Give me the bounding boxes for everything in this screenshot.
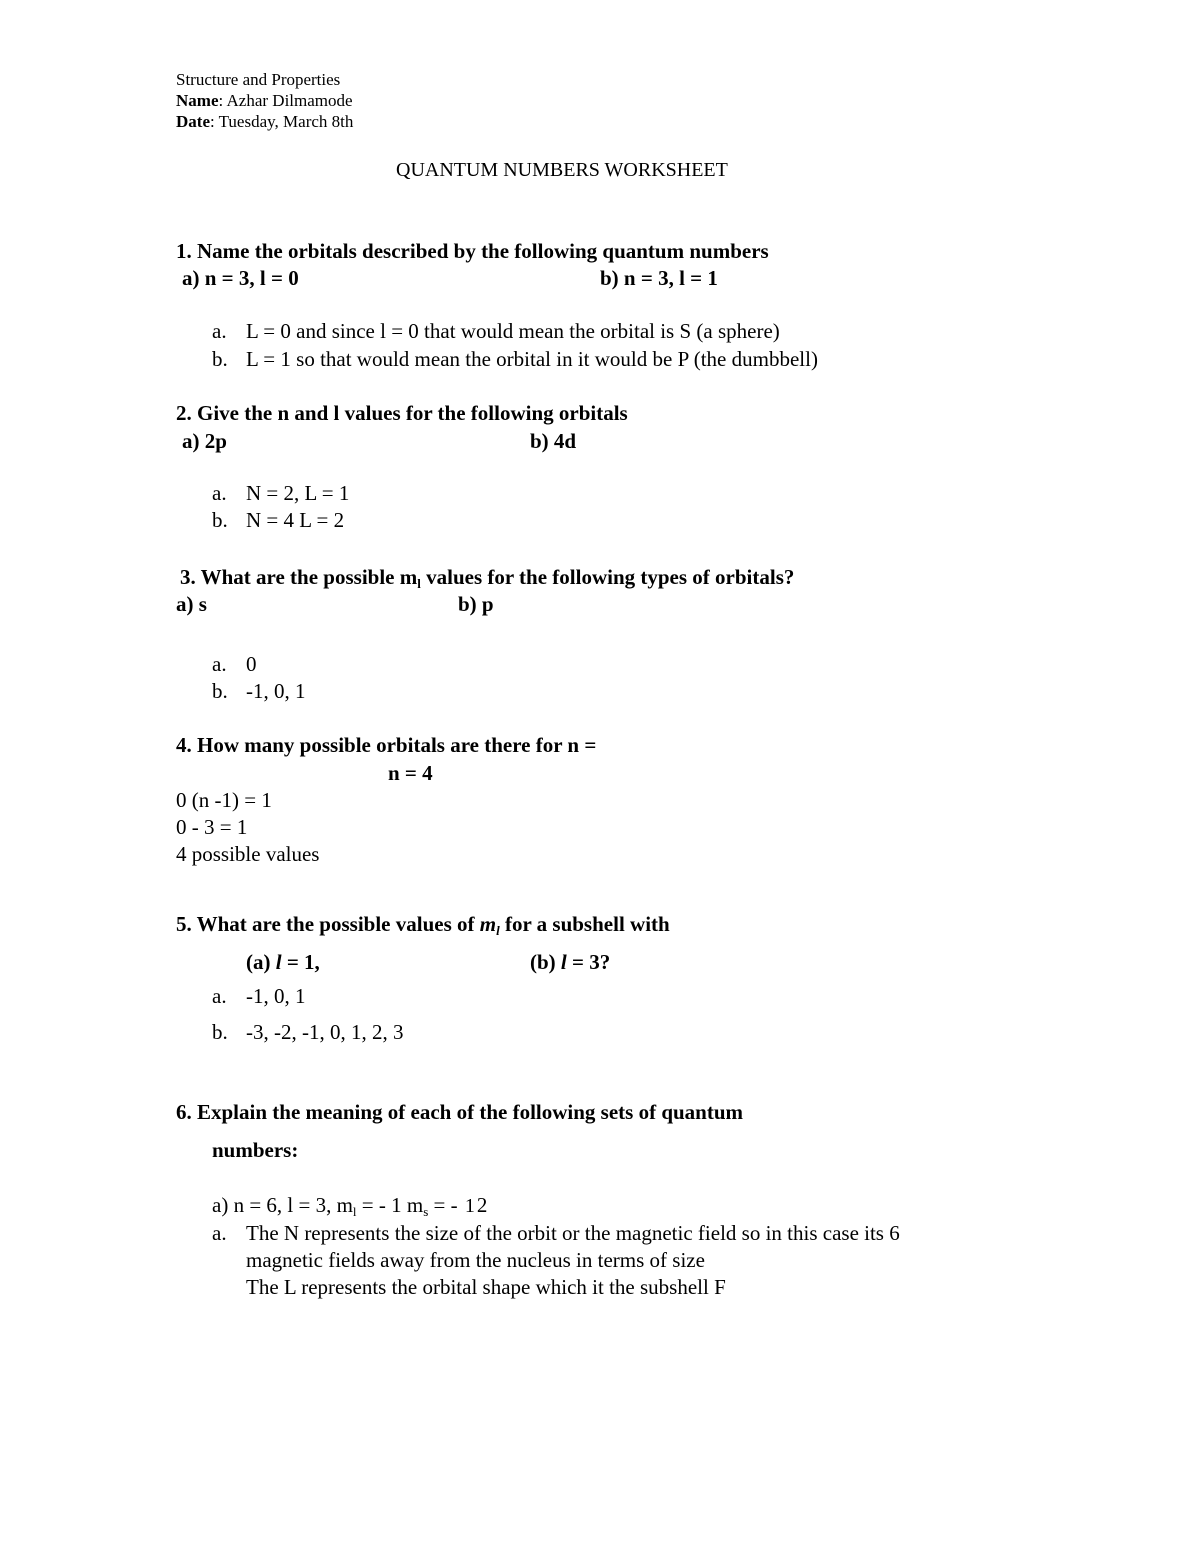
q4-question: 4. How many possible orbitals are there for n = xyxy=(176,733,597,757)
answer-text: N = 2, L = 1 xyxy=(246,481,350,505)
part-label: (b) xyxy=(530,950,561,974)
q5-part-a xyxy=(246,950,320,975)
list-marker: a. xyxy=(212,481,227,505)
part-value: = 1, xyxy=(281,950,320,974)
answer-text: -1, 0, 1 xyxy=(246,679,306,703)
q2-answer-a xyxy=(212,481,349,506)
course-title: Structure and Properties xyxy=(176,70,341,89)
list-marker: b. xyxy=(212,347,228,371)
worksheet-date xyxy=(176,111,353,132)
q5-question-text-end: for a subshell with xyxy=(499,912,670,936)
l-symbol: l xyxy=(560,950,567,974)
answer-text: L = 1 so that would mean the orbital in it would be P (the dumbbell) xyxy=(246,347,818,371)
q6-question: 6. Explain the meaning of each of the following sets of quantum xyxy=(176,1100,744,1124)
page-title: QUANTUM NUMBERS WORKSHEET xyxy=(396,159,728,181)
q3-question-text-end: values for the following types of orbitals? xyxy=(420,565,795,589)
q6-answer-line-3: The L represents the orbital shape which it the subshell F xyxy=(246,1275,726,1299)
part-value: = 3? xyxy=(566,950,611,974)
q6-answer xyxy=(212,1221,900,1246)
q4-line-2: 0 - 3 = 1 xyxy=(176,815,248,839)
q5-question xyxy=(176,912,670,937)
fraction-numerator: 1 xyxy=(464,1195,475,1217)
answer-text: -3, -2, -1, 0, 1, 2, 3 xyxy=(246,1020,404,1044)
answer-text: 0 xyxy=(246,652,257,676)
q4-line-3: 4 possible values xyxy=(176,842,320,866)
name-label: Name xyxy=(176,91,219,110)
q5-answer-b xyxy=(212,1020,403,1045)
q5-answer-a xyxy=(212,984,306,1009)
list-marker: b. xyxy=(212,679,228,703)
q4-part: n = 4 xyxy=(388,761,433,785)
date-label: Date xyxy=(176,112,210,131)
q3-question-text: 3. What are the possible m xyxy=(180,565,418,589)
q1-answer-b xyxy=(212,347,818,372)
set-text: a) n = 6, l = 3, m xyxy=(212,1193,353,1217)
answer-text: -1, 0, 1 xyxy=(246,984,306,1008)
q6-quantum-set xyxy=(212,1193,487,1218)
q4-line-1: 0 (n -1) = 1 xyxy=(176,788,272,812)
q3-part-a: a) s xyxy=(176,592,207,616)
q3-answer-a xyxy=(212,652,257,677)
q2-question: 2. Give the n and l values for the following orbitals xyxy=(176,401,628,425)
name-value: : Azhar Dilmamode xyxy=(218,91,353,110)
list-marker: a. xyxy=(212,319,227,343)
subscript: l xyxy=(352,1204,357,1219)
q5-part-b xyxy=(530,950,610,975)
set-text-mid: = - 1 m xyxy=(356,1193,424,1217)
m-symbol: m xyxy=(479,912,497,936)
list-marker: a. xyxy=(212,984,227,1008)
q2-part-a: a) 2p xyxy=(182,429,227,453)
q3-answer-b xyxy=(212,679,306,704)
fraction-denominator: 2 xyxy=(476,1193,488,1217)
subscript: l xyxy=(496,923,500,938)
list-marker: b. xyxy=(212,1020,228,1044)
l-symbol: l xyxy=(275,950,282,974)
part-label: (a) xyxy=(246,950,276,974)
student-name xyxy=(176,90,353,111)
answer-text: N = 4 L = 2 xyxy=(246,508,345,532)
subscript: s xyxy=(423,1204,429,1219)
date-value: : Tuesday, March 8th xyxy=(209,112,354,131)
q2-answer-b xyxy=(212,508,344,533)
answer-text: L = 0 and since l = 0 that would mean the orbital is S (a sphere) xyxy=(246,319,780,343)
list-marker: a. xyxy=(212,1221,227,1245)
set-equals: = - xyxy=(428,1193,463,1217)
q5-question-text: 5. What are the possible values of xyxy=(176,912,480,936)
q3-part-b: b) p xyxy=(458,592,494,616)
q6-answer-line-2: magnetic fields away from the nucleus in terms of size xyxy=(246,1248,705,1272)
q6-question-cont: numbers: xyxy=(212,1138,299,1162)
q1-answer-a xyxy=(212,319,780,344)
q2-part-b: b) 4d xyxy=(530,429,577,453)
subscript: l xyxy=(417,576,421,591)
list-marker: b. xyxy=(212,508,228,532)
answer-text: The N represents the size of the orbit or the magnetic field so in this case its 6 xyxy=(246,1221,900,1245)
q3-question xyxy=(180,565,794,590)
q1-question: 1. Name the orbitals described by the following quantum numbers xyxy=(176,239,769,263)
q1-part-b: b) n = 3, l = 1 xyxy=(600,266,718,290)
list-marker: a. xyxy=(212,652,227,676)
q1-part-a: a) n = 3, l = 0 xyxy=(182,266,299,290)
